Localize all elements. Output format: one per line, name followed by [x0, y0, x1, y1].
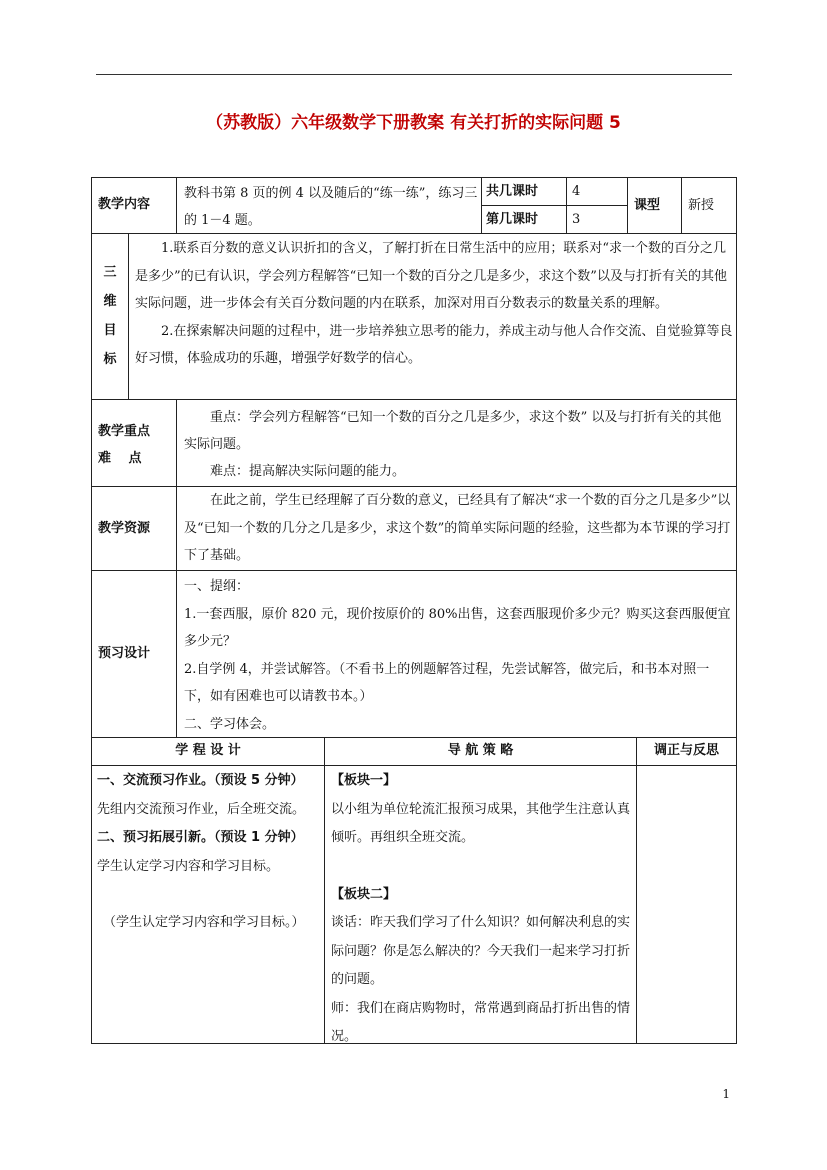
lesson-number-label: 第几课时 — [486, 212, 539, 227]
total-lessons-value: 4 — [572, 184, 581, 199]
preview-line: 1.一套西服，原价 820 元，现价按原价的 80%出售，这套西服现价多少元？购买这套西服便宜多少元？ — [184, 606, 731, 650]
difficulty-label-line: 难 点 — [98, 451, 142, 466]
goals-label-char: 标 — [103, 352, 117, 367]
lesson-number-value: 3 — [572, 212, 581, 227]
column-header-reflection: 调正与反思 — [653, 743, 719, 758]
key-points-label — [98, 418, 174, 472]
process-column — [97, 767, 323, 938]
page-number: 1 — [722, 1087, 730, 1101]
preview-line: 二、学习体会。 — [184, 716, 276, 732]
column-header-process: 学 程 设 计 — [175, 743, 241, 758]
resources-label: 教学资源 — [98, 521, 151, 536]
column-header-strategy: 导 航 策 略 — [447, 743, 514, 758]
preview-text — [184, 573, 734, 739]
process-step-text: 学生认定学习内容和学习目标。 — [97, 858, 280, 874]
key-points-label-line: 教学重点 — [98, 424, 151, 439]
preview-line: 一、提纲： — [184, 579, 250, 594]
difficulty-point: 难点：提高解决实际问题的能力。 — [210, 464, 406, 479]
strategy-block-title: 【板块一】 — [331, 773, 397, 788]
preview-label: 预习设计 — [98, 646, 151, 661]
lesson-type-label: 课型 — [634, 198, 661, 213]
process-step-title: 二、预习拓展引新。（预设 1 分钟） — [97, 830, 304, 845]
content-label: 教学内容 — [98, 197, 151, 212]
key-points-text — [184, 404, 734, 485]
page-title: （苏教版）六年级数学下册教案 有关打折的实际问题 5 — [206, 113, 621, 133]
goal-paragraph: 2.在探索解决问题的过程中，进一步培养独立思考的能力，养成主动与他人合作交流、自觉验算等良好习惯，体验成功的乐趣，增强学好数学的信心。 — [135, 323, 733, 367]
goals-label-char: 三 — [103, 265, 117, 280]
header-rule — [96, 74, 732, 75]
process-step-text: 先组内交流预习作业，后全班交流。 — [97, 801, 306, 817]
content-text: 教科书第 8 页的例 4 以及随后的“练一练”，练习三的 1－4 题。 — [184, 186, 478, 228]
preview-line: 2.自学例 4，并尝试解答。（不看书上的例题解答过程，先尝试解答，做完后，和书本对照一下，如有困难也可以请教书本。） — [184, 661, 710, 705]
resources-paragraph: 在此之前，学生已经理解了百分数的意义，已经具有了解决“求一个数的百分之几是多少”以及“已知一个数的几分之几是多少，求这个数”的简单实际问题的经验，这些都为本节课的学习打下了基础。 — [184, 493, 731, 564]
strategy-block-text: 师：我们在商店购物时，常常遇到商品打折出售的情况。 — [331, 1000, 631, 1044]
process-step-note: （学生认定学习内容和学习目标。） — [103, 915, 305, 930]
strategy-column — [331, 767, 631, 1052]
goals-label-char: 目 — [103, 323, 117, 338]
lesson-type-value: 新授 — [688, 198, 715, 213]
total-lessons-label: 共几课时 — [486, 184, 539, 199]
process-step-title: 一、交流预习作业。（预设 5 分钟） — [97, 773, 304, 788]
goals-label-char: 维 — [103, 294, 117, 309]
goals-text — [135, 235, 733, 373]
goal-paragraph: 1.联系百分数的意义认识折扣的含义，了解打折在日常生活中的应用；联系对“求一个数的百分之几是多少”的已有认识，学会列方程解答“已知一个数的百分之几是多少，求这个数”以及与打折有关的其他实际问题，进一步体会有关百分数问题的内在联系，加深对用百分数表示的数量关系的理解。 — [135, 241, 727, 312]
goals-label — [92, 258, 128, 374]
strategy-block-text: 谈话：昨天我们学习了什么知识？如何解决利息的实际问题？你是怎么解决的？今天我们一起来学习打折的问题。 — [331, 915, 631, 987]
resources-text — [184, 487, 734, 570]
key-point: 重点：学会列方程解答“已知一个数的百分之几是多少，求这个数” 以及与打折有关的其他实际问题。 — [184, 410, 722, 452]
strategy-block-title: 【板块二】 — [331, 886, 397, 902]
strategy-block-text: 以小组为单位轮流汇报预习成果，其他学生注意认真倾听。再组织全班交流。 — [331, 801, 631, 845]
